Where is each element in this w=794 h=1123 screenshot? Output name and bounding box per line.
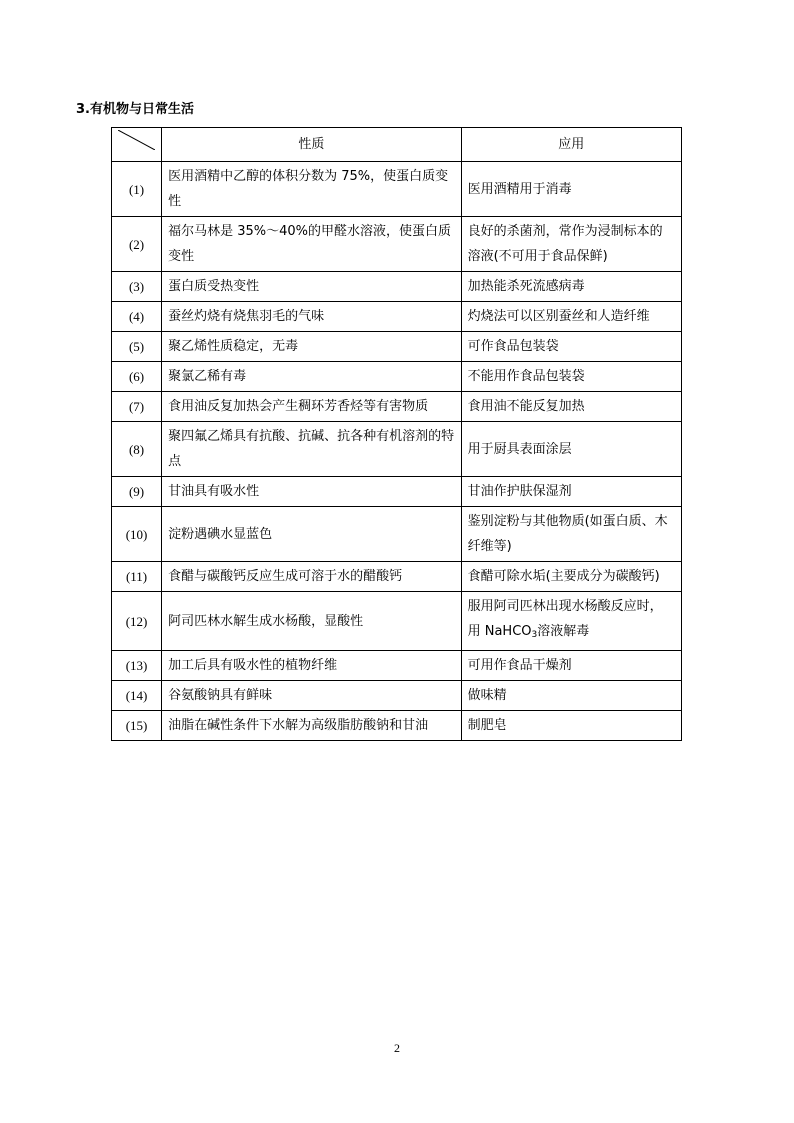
table-row bbox=[112, 392, 682, 422]
table-row bbox=[112, 681, 682, 711]
row-number: (14) bbox=[112, 681, 162, 711]
properties-table bbox=[111, 127, 682, 741]
table-row bbox=[112, 272, 682, 302]
application-cell: 加热能杀死流感病毒 bbox=[461, 272, 681, 302]
table-row bbox=[112, 651, 682, 681]
row-number: (2) bbox=[112, 217, 162, 272]
row-number: (11) bbox=[112, 562, 162, 592]
application-cell: 鉴别淀粉与其他物质(如蛋白质、木纤维等) bbox=[461, 507, 681, 562]
property-cell: 淀粉遇碘水显蓝色 bbox=[162, 507, 462, 562]
property-cell: 蚕丝灼烧有烧焦羽毛的气味 bbox=[162, 302, 462, 332]
row-number: (13) bbox=[112, 651, 162, 681]
application-cell bbox=[461, 592, 681, 651]
table-row bbox=[112, 362, 682, 392]
application-text: 溶液解毒 bbox=[537, 624, 590, 640]
application-cell: 灼烧法可以区别蚕丝和人造纤维 bbox=[461, 302, 681, 332]
property-cell: 蛋白质受热变性 bbox=[162, 272, 462, 302]
property-cell: 甘油具有吸水性 bbox=[162, 477, 462, 507]
row-number: (4) bbox=[112, 302, 162, 332]
property-cell: 加工后具有吸水性的植物纤维 bbox=[162, 651, 462, 681]
row-number: (6) bbox=[112, 362, 162, 392]
property-cell: 谷氨酸钠具有鲜味 bbox=[162, 681, 462, 711]
application-cell: 可用作食品干燥剂 bbox=[461, 651, 681, 681]
page-number: 2 bbox=[394, 1041, 400, 1055]
row-number: (1) bbox=[112, 162, 162, 217]
table-row bbox=[112, 592, 682, 651]
subscript: 3 bbox=[531, 630, 538, 641]
row-number: (15) bbox=[112, 711, 162, 741]
row-number: (5) bbox=[112, 332, 162, 362]
property-cell: 食醋与碳酸钙反应生成可溶于水的醋酸钙 bbox=[162, 562, 462, 592]
property-cell: 福尔马林是 35%～40%的甲醛水溶液，使蛋白质变性 bbox=[162, 217, 462, 272]
property-cell: 阿司匹林水解生成水杨酸，显酸性 bbox=[162, 592, 462, 651]
section-heading: 3.有机物与日常生活 bbox=[76, 102, 194, 117]
table-row bbox=[112, 711, 682, 741]
diagonal-line bbox=[118, 130, 155, 150]
property-cell: 医用酒精中乙醇的体积分数为 75%，使蛋白质变性 bbox=[162, 162, 462, 217]
table-row bbox=[112, 217, 682, 272]
row-number: (7) bbox=[112, 392, 162, 422]
table-row bbox=[112, 302, 682, 332]
property-cell: 聚四氟乙烯具有抗酸、抗碱、抗各种有机溶剂的特点 bbox=[162, 422, 462, 477]
application-cell: 可作食品包装袋 bbox=[461, 332, 681, 362]
application-cell: 不能用作食品包装袋 bbox=[461, 362, 681, 392]
row-number: (12) bbox=[112, 592, 162, 651]
application-cell: 制肥皂 bbox=[461, 711, 681, 741]
table-row bbox=[112, 507, 682, 562]
property-cell: 油脂在碱性条件下水解为高级脂肪酸钠和甘油 bbox=[162, 711, 462, 741]
application-cell: 做味精 bbox=[461, 681, 681, 711]
application-cell: 用于厨具表面涂层 bbox=[461, 422, 681, 477]
property-cell: 食用油反复加热会产生稠环芳香烃等有害物质 bbox=[162, 392, 462, 422]
property-cell: 聚氯乙稀有毒 bbox=[162, 362, 462, 392]
table-row bbox=[112, 477, 682, 507]
row-number: (10) bbox=[112, 507, 162, 562]
table-row bbox=[112, 422, 682, 477]
table-row bbox=[112, 162, 682, 217]
property-cell: 聚乙烯性质稳定，无毒 bbox=[162, 332, 462, 362]
header-property: 性质 bbox=[162, 128, 462, 162]
diagonal-corner-cell bbox=[112, 128, 162, 162]
row-number: (3) bbox=[112, 272, 162, 302]
application-cell: 食醋可除水垢(主要成分为碳酸钙) bbox=[461, 562, 681, 592]
application-cell: 甘油作护肤保湿剂 bbox=[461, 477, 681, 507]
application-cell: 良好的杀菌剂，常作为浸制标本的溶液(不可用于食品保鲜) bbox=[461, 217, 681, 272]
table-row bbox=[112, 562, 682, 592]
row-number: (9) bbox=[112, 477, 162, 507]
application-text: 服用阿司匹林出现水杨酸反应时，用 NaHCO bbox=[467, 599, 663, 640]
header-application: 应用 bbox=[461, 128, 681, 162]
table-header-row bbox=[112, 128, 682, 162]
application-cell: 医用酒精用于消毒 bbox=[461, 162, 681, 217]
table-row bbox=[112, 332, 682, 362]
row-number: (8) bbox=[112, 422, 162, 477]
application-cell: 食用油不能反复加热 bbox=[461, 392, 681, 422]
